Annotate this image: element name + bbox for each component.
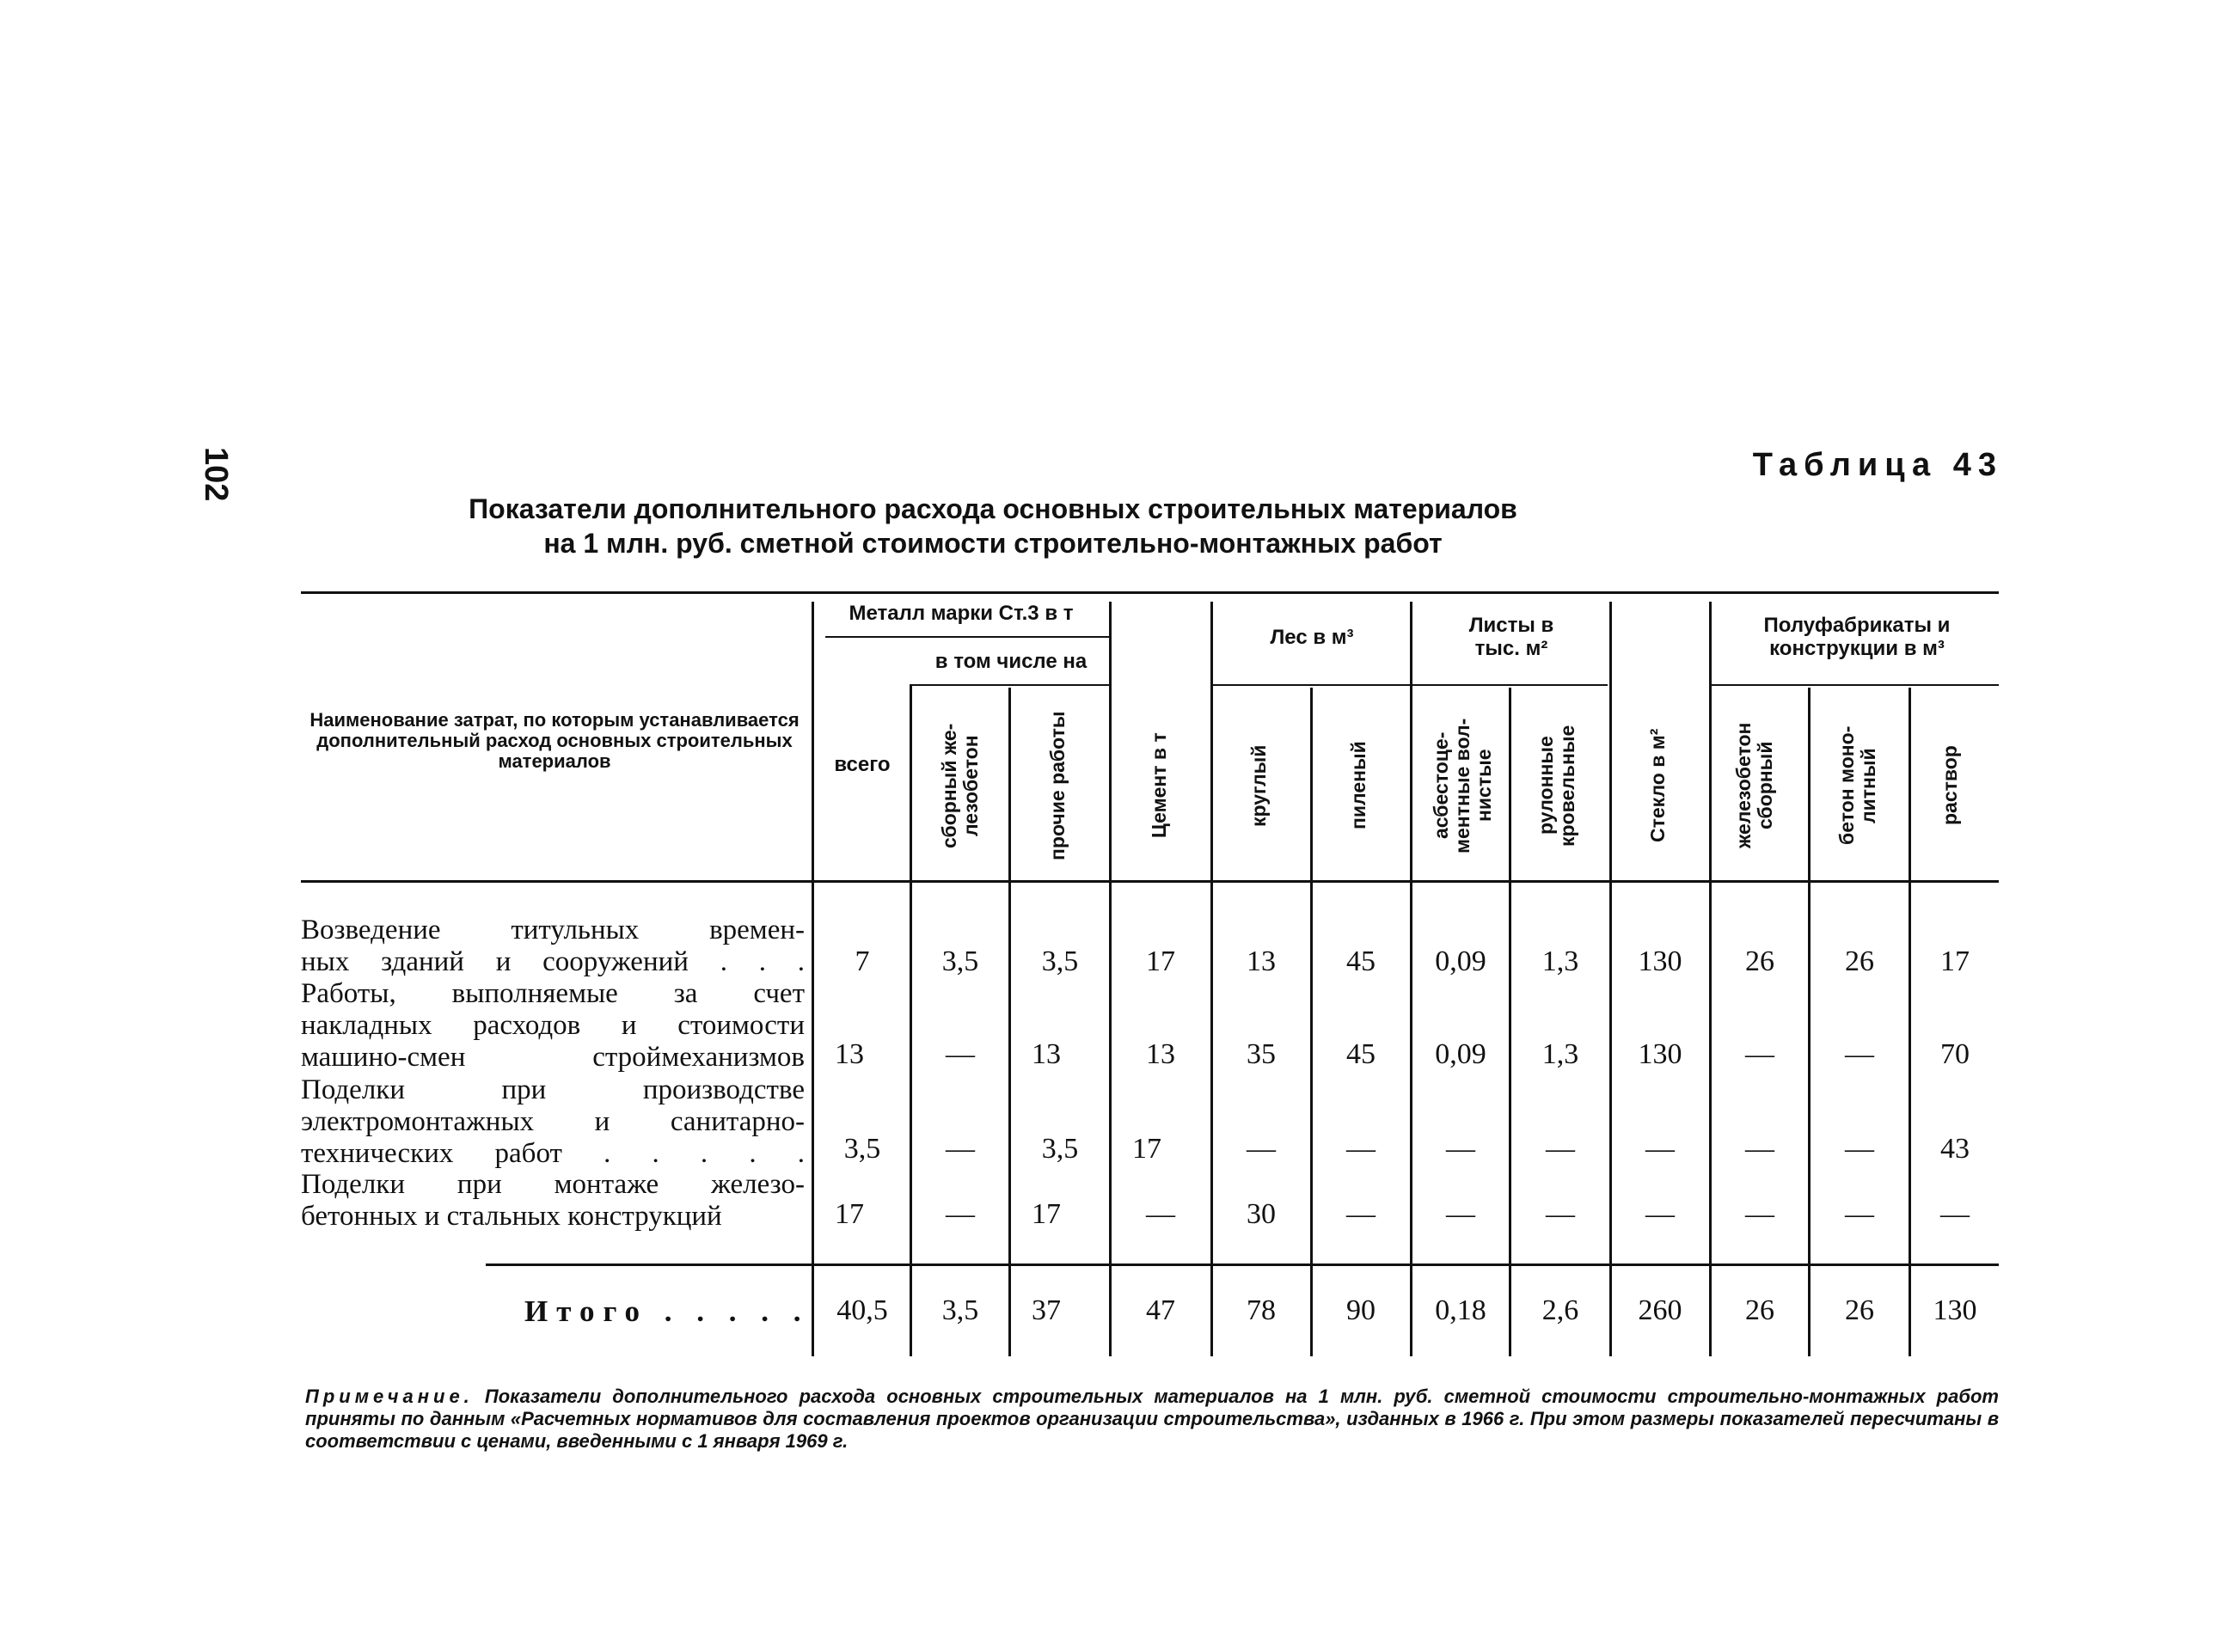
page-number: 102 — [198, 447, 234, 502]
divider-timber-sawn — [1410, 602, 1412, 1356]
divider-sheets-asbestos — [1509, 688, 1511, 1356]
total-label: Итого . . . . . — [524, 1294, 810, 1328]
row2-glass: 130 — [1638, 1038, 1682, 1070]
row2-sheets-roll: 1,3 — [1541, 1038, 1579, 1070]
divider-glass — [1709, 602, 1712, 1356]
row2-timber-round: 35 — [1247, 1038, 1276, 1070]
row1-semi-monolith: 26 — [1845, 945, 1874, 977]
divider-sheets-roll — [1609, 602, 1612, 1356]
row4-sheets-asbestos: — — [1446, 1198, 1475, 1230]
row1-metal-total: 7 — [855, 945, 870, 977]
row2-sheets-asbestos: 0,09 — [1435, 1038, 1486, 1070]
row-label: Возведение титульных времен- ных зданий и сооружений . . . — [301, 915, 805, 977]
total-glass: 260 — [1638, 1294, 1682, 1326]
header-name-col: Наименование затрат, по которым устанавливается дополнительный расход основных строительных материалов — [309, 709, 800, 772]
table-top-rule — [301, 591, 1999, 594]
header-semi-monolith: бетон моно-литный — [1835, 725, 1879, 846]
row1-timber-round: 13 — [1247, 945, 1276, 977]
row2-metal-other: 13 — [1032, 1038, 1061, 1070]
header-timber-sawn: пиленый — [1347, 741, 1369, 830]
total-metal-total: 40,5 — [836, 1294, 888, 1326]
row4-metal-prefab: — — [946, 1198, 975, 1230]
divider-metal-other — [1109, 602, 1112, 1356]
header-sheets-roll: рулонные кровельные — [1535, 725, 1578, 847]
note-text: Показатели дополнительного расхода основных строительных материалов на 1 млн. руб. сметной стоимости строительно-монтажных работ приняты по данным «Расчетных нормативов для составления проектов организации строительства», изданных в 1966 г. При этом размеры показателей пересчитаны в соответствии с ценами, введенными с 1 января 1969 г. — [305, 1386, 1999, 1452]
row1-cement: 17 — [1146, 945, 1175, 977]
divider-metal-total — [910, 684, 912, 1356]
total-semi-mortar: 130 — [1933, 1294, 1977, 1326]
header-sheets-asbestos: асбестоце-ментные вол-нистые — [1430, 718, 1495, 854]
row3-metal-total: 3,5 — [843, 1133, 881, 1165]
table-title-line-2: на 1 млн. руб. сметной стоимости строительно-монтажных работ — [543, 528, 1443, 559]
total-timber-round: 78 — [1247, 1294, 1276, 1326]
row3-timber-round: — — [1247, 1133, 1276, 1165]
row4-metal-total: 17 — [835, 1198, 864, 1230]
divider-timber-round — [1310, 688, 1313, 1356]
row3-semi-monolith: — — [1845, 1133, 1874, 1165]
row3-metal-other: 3,5 — [1041, 1133, 1079, 1165]
row4-timber-sawn: — — [1346, 1198, 1376, 1230]
divider-semi-prefab — [1808, 688, 1811, 1356]
row3-semi-mortar: 43 — [1940, 1133, 1970, 1165]
table-label: Таблица 43 — [1752, 447, 2003, 483]
row4-semi-mortar: — — [1940, 1198, 1970, 1230]
row1-timber-sawn: 45 — [1346, 945, 1376, 977]
header-timber-group: Лес в м³ — [1270, 626, 1354, 649]
row3-timber-sawn: — — [1346, 1133, 1376, 1165]
total-cement: 47 — [1146, 1294, 1175, 1326]
header-metal-subgroup: в том числе на — [934, 650, 1088, 673]
row4-semi-prefab: — — [1745, 1198, 1774, 1230]
table-note — [305, 1386, 1999, 1453]
row1-sheets-roll: 1,3 — [1541, 945, 1579, 977]
row2-semi-mortar: 70 — [1940, 1038, 1970, 1070]
total-sheets-roll: 2,6 — [1541, 1294, 1579, 1326]
header-cement: Цемент в т — [1148, 732, 1170, 839]
metal-subgroup-rule — [911, 684, 1109, 686]
row3-sheets-roll: — — [1546, 1133, 1575, 1165]
table-title-line-1: Показатели дополнительного расхода основных строительных материалов — [469, 493, 1517, 524]
row-label: Поделки при монтаже железо- бетонных и стальных конструкций — [301, 1169, 805, 1232]
row4-timber-round: 30 — [1247, 1198, 1276, 1230]
header-glass: Стекло в м² — [1646, 728, 1669, 843]
note-keyword: Примечание. — [305, 1386, 474, 1407]
row-label: Поделки при производстве электромонтажных и санитарно- технических работ . . . . . — [301, 1074, 805, 1169]
row4-metal-other: 17 — [1032, 1198, 1061, 1230]
header-bottom-rule — [301, 880, 1999, 883]
row1-sheets-asbestos: 0,09 — [1435, 945, 1486, 977]
row2-cement: 13 — [1146, 1038, 1175, 1070]
header-metal-total: всего — [834, 753, 891, 776]
header-metal-other: прочие работы — [1046, 711, 1069, 860]
divider-metal-prefab — [1008, 688, 1011, 1356]
header-metal-prefab: сборный же-лезобетон — [938, 723, 982, 848]
row4-glass: — — [1645, 1198, 1675, 1230]
row1-glass: 130 — [1638, 945, 1682, 977]
row4-cement: — — [1146, 1198, 1175, 1230]
row2-metal-prefab: — — [946, 1038, 975, 1070]
row2-semi-monolith: — — [1845, 1038, 1874, 1070]
row4-semi-monolith: — — [1845, 1198, 1874, 1230]
divider-name — [812, 602, 814, 1356]
header-metal-group: Металл марки Ст.3 в т — [849, 602, 1074, 625]
header-semi-prefab: железобетон сборный — [1732, 722, 1776, 849]
metal-group-rule — [825, 636, 1109, 638]
row1-semi-mortar: 17 — [1940, 945, 1970, 977]
row2-semi-prefab: — — [1745, 1038, 1774, 1070]
row3-cement: 17 — [1132, 1133, 1161, 1165]
row1-metal-other: 3,5 — [1041, 945, 1079, 977]
row1-metal-prefab: 3,5 — [941, 945, 979, 977]
row3-metal-prefab: — — [946, 1133, 975, 1165]
header-semi-group: Полуфабрикаты и конструкции в м³ — [1763, 614, 1951, 660]
header-timber-round: круглый — [1247, 744, 1270, 827]
divider-cement — [1210, 602, 1213, 1356]
divider-semi-monolith — [1909, 688, 1911, 1356]
total-sheets-asbestos: 0,18 — [1435, 1294, 1486, 1326]
total-metal-other: 37 — [1032, 1294, 1061, 1326]
row3-sheets-asbestos: — — [1446, 1133, 1475, 1165]
row-label: Работы, выполняемые за счет накладных расходов и стоимости машино-смен строймеханизмов — [301, 978, 805, 1073]
header-sheets-group: Листы в тыс. м² — [1468, 614, 1554, 660]
semi-group-rule — [1711, 684, 1999, 686]
timber-group-rule — [1212, 684, 1410, 686]
sheets-group-rule — [1410, 684, 1608, 686]
row3-glass: — — [1645, 1133, 1675, 1165]
total-semi-monolith: 26 — [1845, 1294, 1874, 1326]
header-semi-mortar: раствор — [1939, 745, 1961, 826]
row4-sheets-roll: — — [1546, 1198, 1575, 1230]
row1-semi-prefab: 26 — [1745, 945, 1774, 977]
row2-timber-sawn: 45 — [1346, 1038, 1376, 1070]
row3-semi-prefab: — — [1745, 1133, 1774, 1165]
total-metal-prefab: 3,5 — [941, 1294, 979, 1326]
total-timber-sawn: 90 — [1346, 1294, 1376, 1326]
total-separator-rule — [486, 1263, 1999, 1266]
total-semi-prefab: 26 — [1745, 1294, 1774, 1326]
row2-metal-total: 13 — [835, 1038, 864, 1070]
